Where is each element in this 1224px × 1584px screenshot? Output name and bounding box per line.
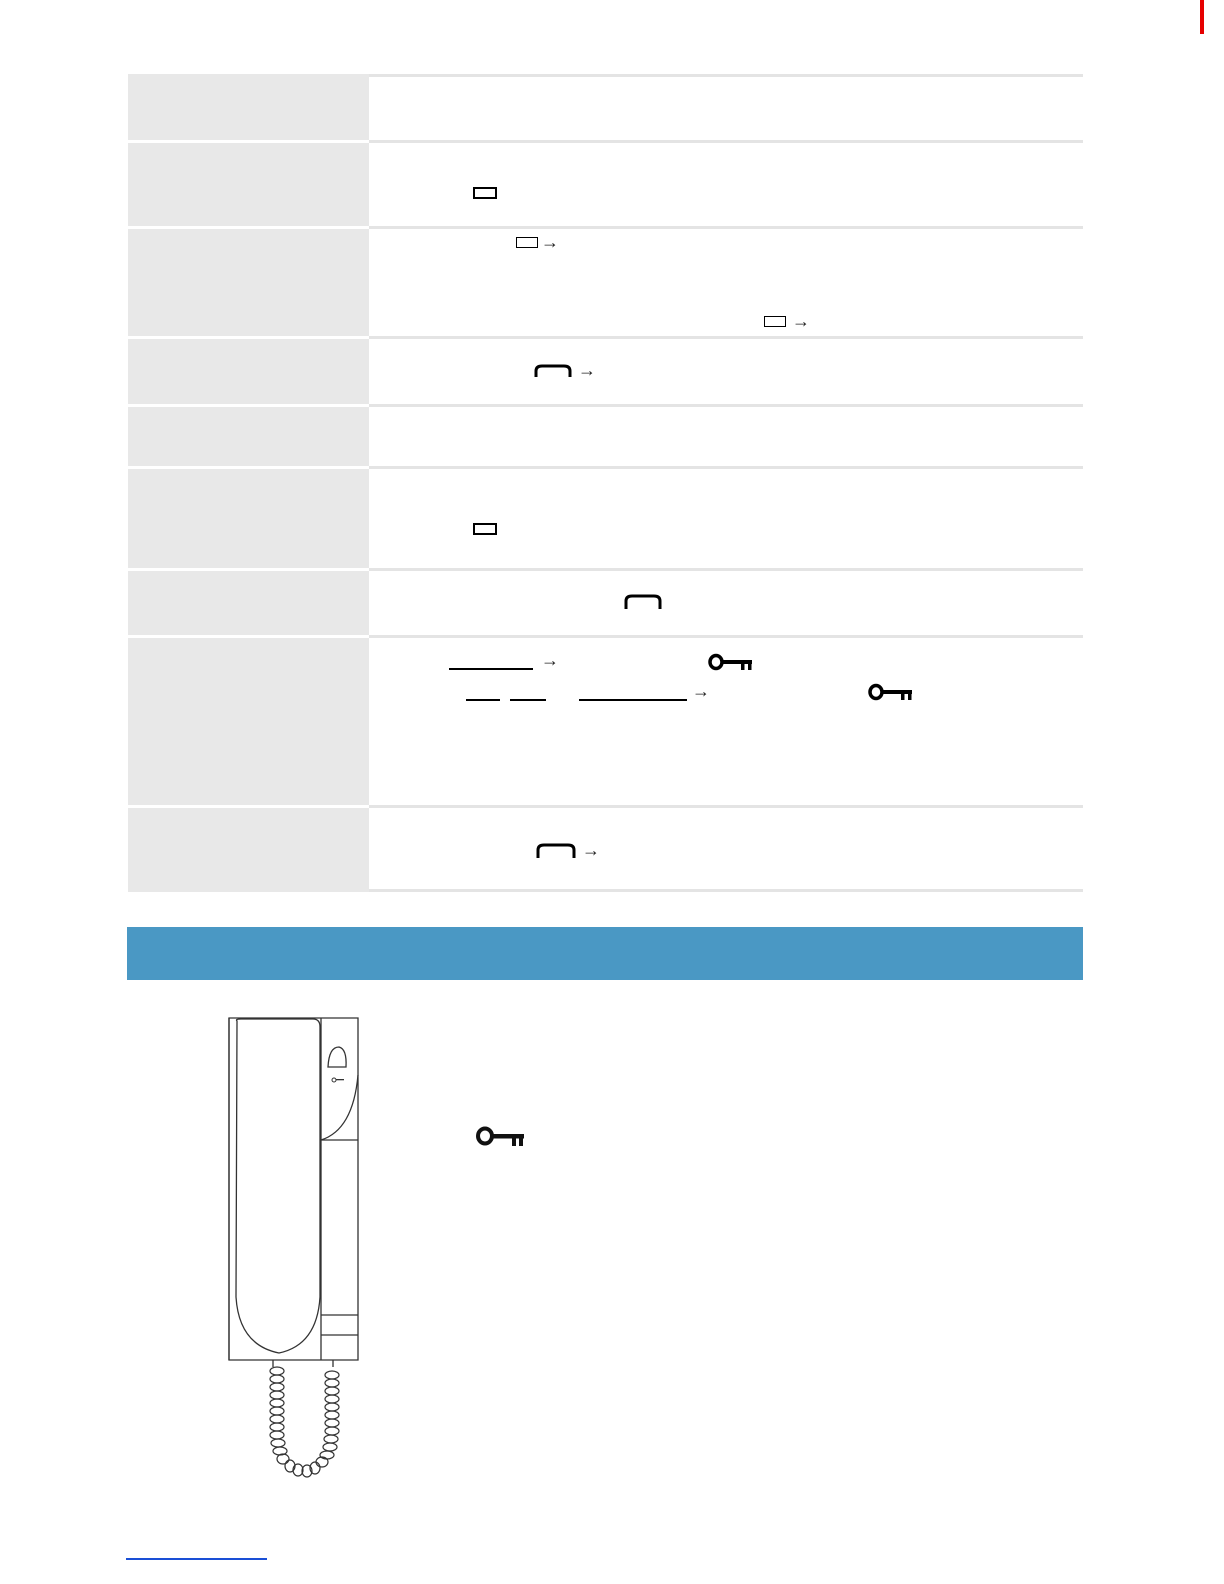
row-label [128, 404, 369, 466]
intercom-handset-illustration [225, 1015, 365, 1490]
table-row [128, 404, 1083, 466]
arrow-icon: → [578, 360, 596, 380]
footnote-rule [126, 1558, 267, 1560]
row-label [128, 466, 369, 568]
row-value [369, 74, 1083, 140]
underline-blank [466, 699, 500, 701]
arrow-icon: → [792, 311, 810, 331]
page-edge-mark [1200, 0, 1204, 34]
table-row [128, 568, 1083, 635]
row-label [128, 635, 369, 805]
key-icon [476, 1126, 526, 1148]
rect-button-icon [473, 523, 497, 535]
rect-button-icon [516, 237, 538, 248]
underline-blank [449, 668, 533, 670]
table-row [128, 226, 1083, 336]
table-row [128, 635, 1083, 805]
row-label [128, 336, 369, 404]
table-row [128, 140, 1083, 226]
row-label [128, 226, 369, 336]
row-value [369, 805, 1083, 892]
row-label [128, 74, 369, 140]
row-label [128, 805, 369, 892]
spec-table [128, 74, 1083, 892]
underline-blank [579, 699, 687, 701]
rect-button-icon [764, 316, 786, 327]
row-value [369, 635, 1083, 805]
handset-icon [536, 842, 576, 860]
table-row [128, 74, 1083, 140]
table-row [128, 466, 1083, 568]
arrow-icon: → [692, 681, 710, 701]
underline-blank [510, 699, 546, 701]
table-row [128, 805, 1083, 892]
arrow-icon: → [541, 650, 559, 670]
row-value [369, 466, 1083, 568]
row-value [369, 404, 1083, 466]
handset-icon [534, 363, 572, 379]
key-icon [708, 653, 754, 671]
row-value [369, 226, 1083, 336]
key-icon [868, 683, 914, 701]
arrow-icon: → [541, 232, 559, 252]
row-value [369, 336, 1083, 404]
handset-icon [624, 593, 662, 611]
row-value [369, 568, 1083, 635]
row-value [369, 140, 1083, 226]
rect-button-icon [473, 187, 497, 199]
table-row [128, 336, 1083, 404]
section-header-bar [127, 927, 1083, 980]
arrow-icon: → [582, 840, 600, 860]
row-label [128, 140, 369, 226]
row-label [128, 568, 369, 635]
